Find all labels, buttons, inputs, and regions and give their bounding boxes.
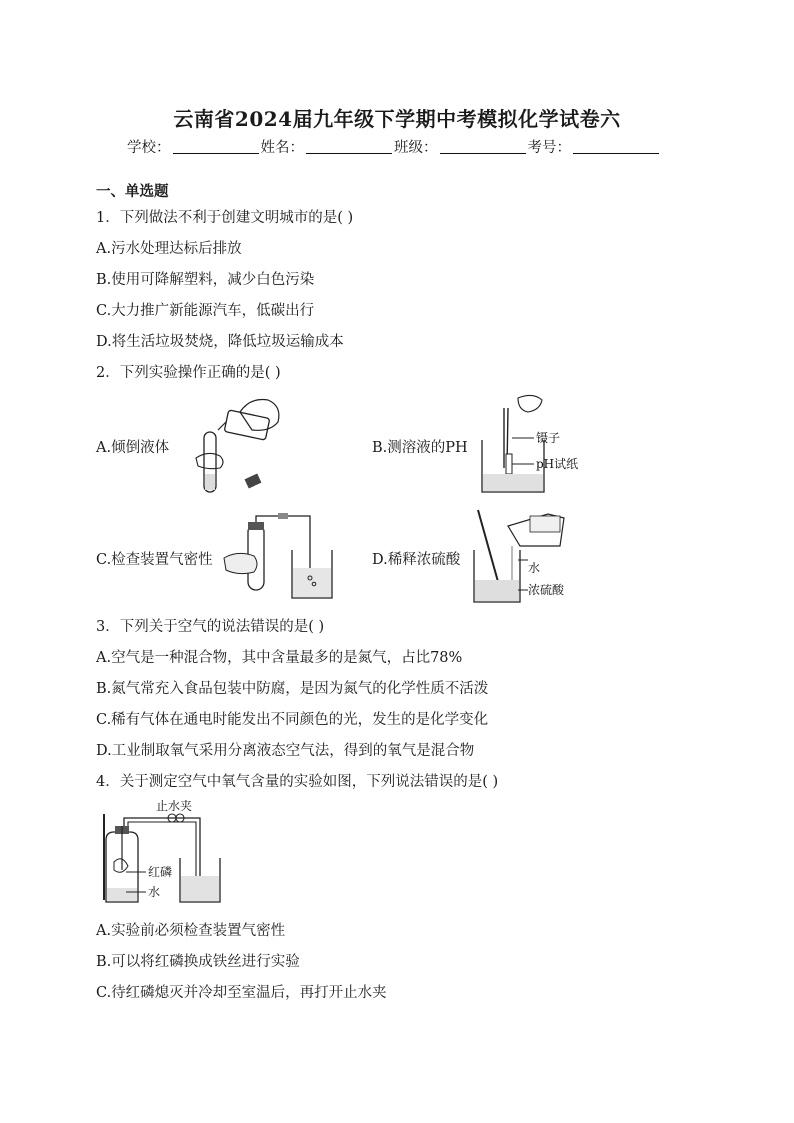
q2-stem: 2．下列实验操作正确的是( )	[96, 365, 281, 381]
q4-stem: 4．关于测定空气中氧气含量的实验如图，下列说法错误的是( )	[96, 774, 499, 790]
label-ph-paper: pH试纸	[536, 457, 579, 471]
q3-option-d: D.工业制取氧气采用分离液态空气法，得到的氧气是混合物	[96, 743, 475, 759]
q1-option-a: A.污水处理达标后排放	[96, 241, 242, 257]
label-water-q4: 水	[148, 885, 161, 899]
class-label: 班级：	[394, 140, 438, 156]
q1-stem: 1．下列做法不利于创建文明城市的是( )	[96, 210, 354, 226]
q3-option-c: C.稀有气体在通电时能发出不同颜色的光，发生的是化学变化	[96, 712, 489, 728]
q1-option-c: C.大力推广新能源汽车，低碳出行	[96, 303, 315, 319]
name-label: 姓名：	[260, 140, 304, 156]
label-conc-acid: 浓硫酸	[528, 583, 565, 597]
label-water: 水	[528, 561, 541, 575]
q1-option-d: D.将生活垃圾焚烧，降低垃圾运输成本	[96, 334, 344, 350]
label-water-clamp: 止水夹	[156, 799, 193, 813]
q4-option-b: B.可以将红磷换成铁丝进行实验	[96, 954, 300, 970]
exam-title: 云南省2024届九年级下学期中考模拟化学试卷六	[173, 107, 621, 131]
q2-option-c: C.检查装置气密性	[96, 552, 213, 568]
q2-option-a: A.倾倒液体	[96, 440, 170, 456]
class-blank[interactable]	[440, 139, 526, 154]
airtight-check-figure	[222, 512, 342, 602]
q3-stem: 3．下列关于空气的说法错误的是( )	[96, 619, 325, 635]
q3-option-b: B.氮气常充入食品包装中防腐，是因为氮气的化学性质不活泼	[96, 681, 489, 697]
pour-liquid-figure	[190, 392, 290, 502]
label-tweezers: 镊子	[536, 431, 561, 445]
q4-option-a: A.实验前必须检查装置气密性	[96, 923, 286, 939]
q2-option-d: D.稀释浓硫酸	[372, 552, 461, 568]
section-heading: 一、单选题	[96, 184, 169, 200]
q3-option-a: A.空气是一种混合物，其中含量最多的是氮气，占比78%	[96, 650, 463, 666]
school-blank[interactable]	[173, 139, 259, 154]
ph-test-figure	[478, 390, 588, 500]
student-info-line	[127, 136, 661, 157]
oxygen-content-apparatus	[96, 800, 236, 908]
q1-option-b: B.使用可降解塑料，减少白色污染	[96, 272, 315, 288]
school-label: 学校：	[127, 140, 171, 156]
number-blank[interactable]	[573, 139, 659, 154]
name-blank[interactable]	[306, 139, 392, 154]
label-red-phosphorus: 红磷	[148, 865, 173, 879]
q2-option-b: B.测溶液的PH	[372, 440, 468, 456]
dilute-acid-figure	[472, 506, 602, 606]
number-label: 考号：	[527, 140, 571, 156]
q4-option-c: C.待红磷熄灭并冷却至室温后，再打开止水夹	[96, 985, 387, 1001]
